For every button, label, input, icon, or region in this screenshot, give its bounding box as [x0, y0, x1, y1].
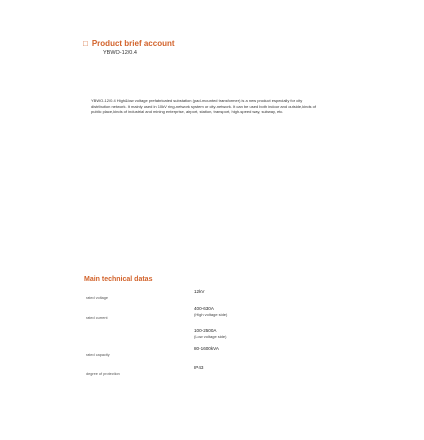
- param-value-note: (Low voltage side): [194, 334, 227, 339]
- param-value: [194, 306, 227, 317]
- param-label-en: rated voltage: [86, 296, 108, 300]
- param-value: 12kV: [194, 289, 205, 294]
- param-value-note: (High voltage side): [194, 312, 228, 317]
- technical-data-title-en: Main technical datas: [84, 276, 153, 283]
- param-value: IP43: [194, 365, 204, 370]
- param-label-en: rated current: [86, 316, 108, 320]
- param-value-main: 400-630A: [194, 306, 214, 311]
- technical-data-heading: [84, 276, 152, 283]
- heading-marker-icon: □: [83, 39, 88, 48]
- product-brief-title-en: Product brief account: [91, 39, 175, 48]
- product-brief-heading: [83, 39, 175, 48]
- param-value: 80-1600kVA: [194, 346, 219, 351]
- product-model: YBWO-12/0.4: [103, 50, 137, 56]
- product-brief-english: YBWO-12/0.4 High&low voltage prefabricated substation (pad-mounted transformer) is a new product especially for city distribution network. It mainly used in 10kV ring-network system or city-network. It can be used both indoor and outside,kinds of public place,kinds of industrial and mining enterprise, airport, station, transport, high-speed way, subway, etc.: [91, 98, 316, 115]
- param-value: [194, 328, 226, 339]
- param-label-en: degree of protection: [86, 372, 120, 376]
- param-label-en: rated capacity: [86, 353, 110, 357]
- param-value-main: 100-2500A: [194, 328, 217, 333]
